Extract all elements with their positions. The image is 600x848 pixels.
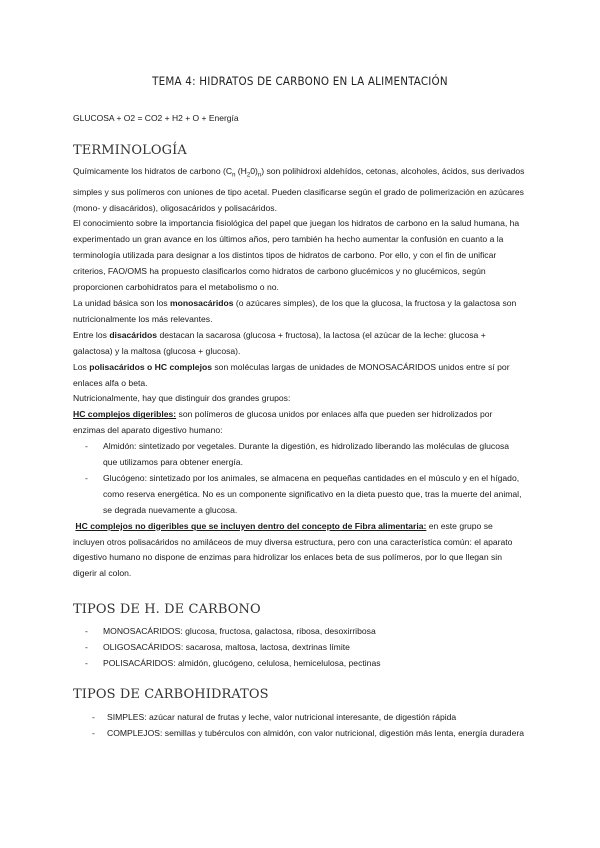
list-item — [73, 710, 525, 726]
dash-bullet: - — [85, 641, 88, 652]
section-terminologia-body — [73, 164, 525, 582]
text: destacan la sacarosa (glucosa + fructosa), la lactosa (el azúcar de la leche: glucosa + galactosa) y la maltosa (glucosa + glucosa). — [73, 329, 486, 356]
text: ) son polihidroxi aldehídos, cetonas, alcoholes, ácidos, sus derivados simples y sus polímeros con uniones de tipo acetal. Pueden clasificarse según el grado de polimerización en azúcares (mono- y disacáridos), oligosacáridos y polisacáridos. — [73, 166, 525, 213]
text: son polímeros de glucosa unidos por enlaces alfa que pueden ser hidrolizados por enzimas del aparato digestivo humano: — [73, 409, 493, 436]
dash-bullet: - — [85, 472, 88, 483]
subscript: n — [232, 172, 236, 179]
section-tipos-carbohidratos-list — [73, 710, 525, 742]
list-item-text: MONOSACÁRIDOS: glucosa, fructosa, galactosa, ribosa, desoxirribosa — [103, 626, 376, 636]
paragraph-monosaccharides — [73, 296, 525, 328]
glucose-formula: GLUCOSA + O2 = CO2 + H2 + O + Energía — [73, 113, 239, 123]
dash-bullet: - — [85, 441, 88, 452]
paragraph-definition — [73, 164, 525, 216]
text: Los — [73, 361, 90, 372]
text: en este grupo se incluyen otros polisacáridos no amiláceos de muy diversa estructura, pero con una característica común: el aparato digestivo humano no dispone de enzimas para hidrolizar los enlaces beta de sus polímeros, por lo que llegan sin digerir al colon. — [73, 520, 513, 579]
paragraph-knowledge: El conocimiento sobre la importancia fisiológica del papel que juegan los hidratos de carbono en la salud humana, ha experimentado un gran avance en los últimos años, pero también ha hecho aumentar la confusión en cuanto a la terminología utilizada para designar a los distintos tipos de hidratos de carbono. Por ello, y con el fin de unificar criterios, FAO/OMS ha propuesto clasificarlos como hidratos de carbono glucémicos y no glucémicos, según proporcionen carbohidratos para el metabolismo o no. — [73, 218, 520, 293]
bold-underlined-term: HC complejos no digeribles que se incluyen dentro del concepto de Fibra alimentaria: — [75, 520, 427, 531]
paragraph-digestible — [73, 407, 525, 439]
dash-bullet: - — [85, 657, 88, 668]
paragraph-groups: Nutricionalmente, hay que distinguir dos grandes grupos: — [73, 393, 291, 404]
list-item-text: Almidón: sintetizado por vegetales. Durante la digestión, es hidrolizado liberando las moléculas de glucosa que utilizamos para obtener energía. — [103, 441, 510, 468]
subscript: n — [257, 172, 262, 179]
text: Químicamente los hidratos de carbono (C — [73, 166, 233, 176]
list-item — [73, 726, 525, 742]
section-tipos-hc-list — [73, 624, 525, 672]
list-item — [73, 640, 525, 656]
list-item — [73, 624, 525, 640]
paragraph-non-digestible — [73, 519, 525, 583]
bold-underlined-term: HC complejos digeribles: — [73, 409, 177, 420]
page-title: TEMA 4: HIDRATOS DE CARBONO EN LA ALIMENTACIÓN — [152, 74, 448, 88]
section-heading-tipos-carbohidratos: TIPOS DE CARBOHIDRATOS — [73, 687, 269, 702]
subscript: 2 — [246, 172, 251, 179]
text: son moléculas largas de unidades de MONOSACÁRIDOS unidos entre sí por enlaces alfa o beta. — [73, 361, 510, 388]
paragraph-disaccharides — [73, 328, 525, 360]
dash-bullet: - — [92, 727, 95, 738]
text: 0) — [250, 166, 258, 176]
text: (o azúcares simples), de los que la glucosa, la fructosa y la galactosa son nutricionalmente los más relevantes. — [73, 297, 517, 324]
list-item-text: Glucógeno: sintetizado por los animales, se almacena en pequeñas cantidades en el músculo y en el hígado, como reserva energética. No es un componente significativo en la dieta puesto que, tras la muerte del animal, se degrada nuevamente a glucosa. — [103, 472, 522, 515]
list-item — [73, 439, 525, 471]
bold-term: polisacáridos o HC complejos — [89, 361, 212, 372]
text: Entre los — [73, 329, 110, 340]
list-item — [73, 656, 525, 672]
list-item — [73, 471, 525, 519]
list-item-text: OLIGOSACÁRIDOS: sacarosa, maltosa, lactosa, dextrinas límite — [103, 641, 350, 652]
section-heading-terminologia: TERMINOLOGÍA — [73, 143, 187, 158]
list-item-text: COMPLEJOS: semillas y tubérculos con almidón, con valor nutricional, digestión más lenta, energía duradera — [107, 727, 525, 738]
list-item-text: SIMPLES: azúcar natural de frutas y leche, valor nutricional interesante, de digestión rápida — [107, 712, 457, 722]
bold-term: disacáridos — [109, 329, 158, 340]
text: (H — [235, 166, 247, 176]
dash-bullet: - — [92, 712, 95, 722]
dash-bullet: - — [85, 626, 88, 636]
text: La unidad básica son los — [73, 297, 170, 308]
bold-term: monosacáridos — [170, 297, 234, 308]
paragraph-polysaccharides — [73, 360, 525, 392]
section-heading-tipos-hc: TIPOS DE H. DE CARBONO — [73, 602, 261, 617]
list-item-text: POLISACÁRIDOS: almidón, glucógeno, celulosa, hemicelulosa, pectinas — [103, 657, 381, 668]
